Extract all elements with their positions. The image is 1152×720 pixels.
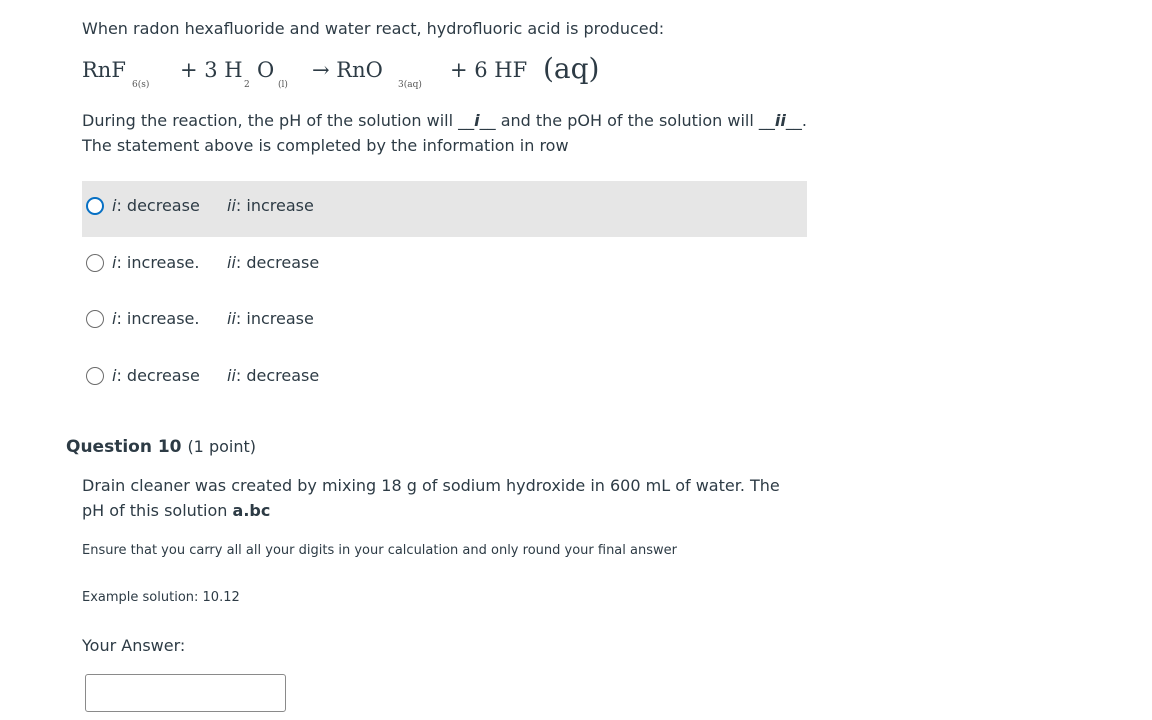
option-i-text: i: increase. [112,253,200,272]
option-i-text: i: increase. [112,309,200,328]
eq-rno3: → RnO [312,58,383,82]
blank1-label: i [474,111,480,130]
question-number: Question 10 [66,437,182,457]
radio-button[interactable] [86,197,104,215]
question-body-text: Drain cleaner was created by mixing 18 g of sodium hydroxide in 600 mL of water. The pH of this solution [82,476,780,520]
eq-hf-state: (aq) [543,52,600,85]
blank2-post: __. [785,111,807,130]
blank1-pre: __ [458,111,475,130]
eq-rnf6: RnF [82,58,126,82]
answer-option-2[interactable] [82,238,807,294]
rounding-note: Ensure that you carry all all your digits in your calculation and only round your final answer [82,543,677,558]
blank1-post: __ [479,111,496,130]
eq-h2o-coef: + 3 H [180,58,243,82]
eq-rno3-state: 3(aq) [398,80,422,90]
eq-h2o-state: (l) [278,80,288,90]
answer-option-4[interactable] [82,351,807,407]
example-solution: Example solution: 10.12 [82,590,240,605]
option-ii-text: ii: decrease [227,253,320,272]
eq-rnf6-state: 6(s) [132,80,150,90]
eq-h2o-sub: 2 [244,80,250,90]
question-prompt-line2: The statement above is completed by the information in row [82,136,569,155]
radio-button[interactable] [86,254,104,272]
blank2-label: ii [774,111,786,130]
question-prompt [82,111,807,130]
question-points: (1 point) [187,437,256,456]
option-ii-text: ii: decrease [227,366,320,385]
question-intro: When radon hexafluoride and water react, hydrofluoric acid is produced: [82,19,665,38]
question-title [66,437,256,457]
question-body [82,473,802,523]
answer-input[interactable] [85,674,286,712]
prompt-part-a: During the reaction, the pH of the solution will [82,111,459,130]
option-i-text: i: decrease [112,196,200,215]
blank2-pre: __ [758,111,775,130]
radio-button[interactable] [86,310,104,328]
question-body-bold: a.bc [232,501,271,520]
eq-h2o-o: O [257,58,275,82]
option-ii-text: ii: increase [227,196,314,215]
option-i-text: i: decrease [112,366,200,385]
answer-option-3[interactable] [82,294,807,350]
prompt-part-b: and the pOH of the solution will [495,111,759,130]
answer-label: Your Answer: [82,636,186,655]
option-ii-text: ii: increase [227,309,314,328]
answer-option-1[interactable] [82,181,807,237]
eq-hf: + 6 HF [450,58,528,82]
radio-button[interactable] [86,367,104,385]
